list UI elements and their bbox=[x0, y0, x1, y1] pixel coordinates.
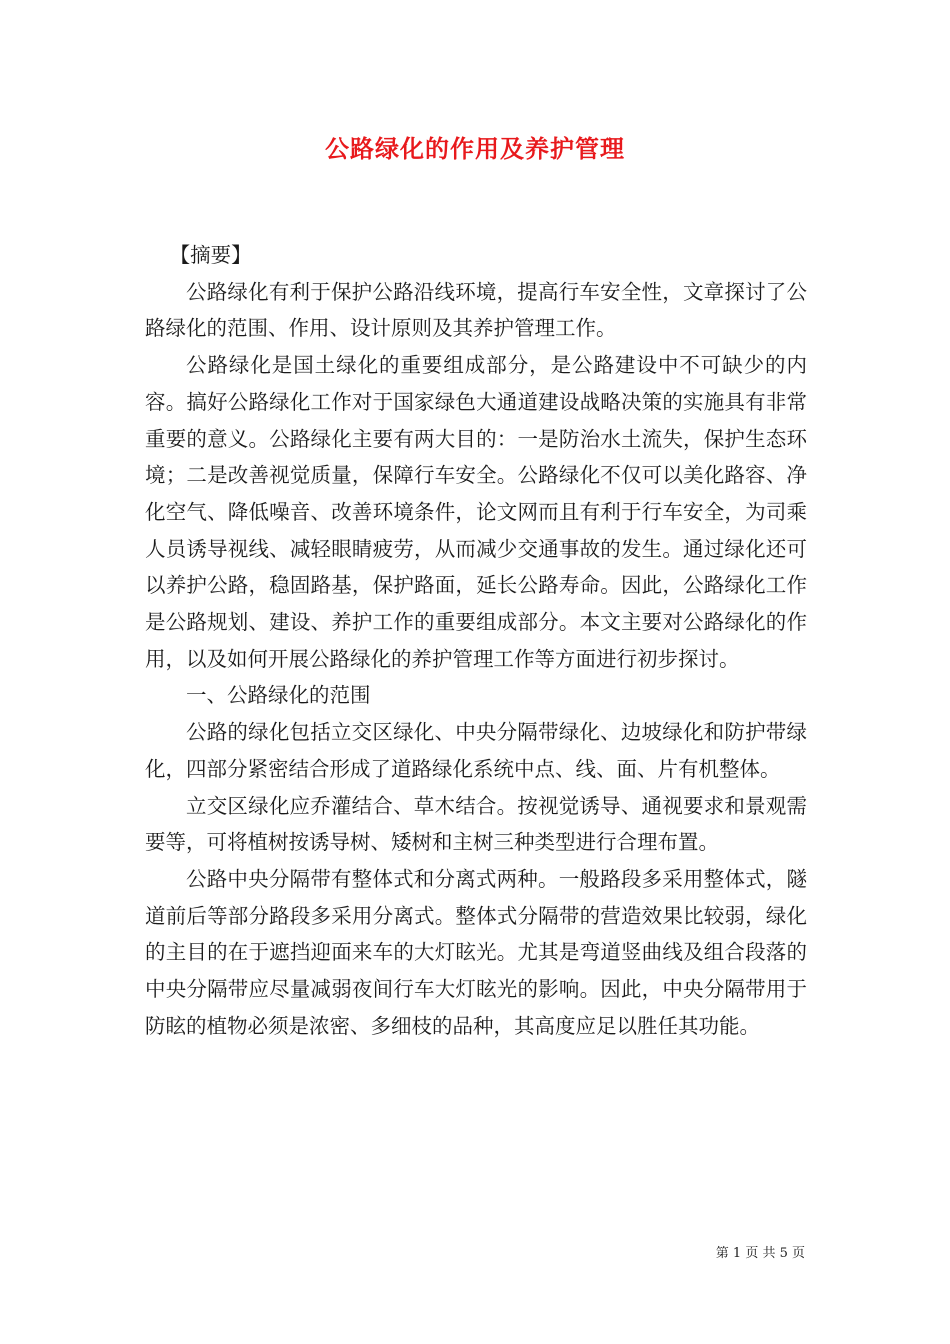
section-paragraph: 公路的绿化包括立交区绿化、中央分隔带绿化、边坡绿化和防护带绿化，四部分紧密结合形成了道路绿化系统中点、线、面、片有机整体。 bbox=[145, 720, 807, 781]
section-heading: 一、公路绿化的范围 bbox=[186, 683, 371, 708]
section-paragraph: 公路中央分隔带有整体式和分离式两种。一般路段多采用整体式，隧道前后等部分路段多采用分离式。整体式分隔带的营造效果比较弱，绿化的主目的在于遮挡迎面来车的大灯眩光。尤其是弯道竖曲线及组合段落的中央分隔带应尽量减弱夜间行车大灯眩光的影响。因此，中央分隔带用于防眩的植物必须是浓密、多细枝的品种，其高度应足以胜任其功能。 bbox=[145, 866, 807, 1038]
document-title: 公路绿化的作用及养护管理 bbox=[325, 134, 625, 163]
abstract-label: 【摘要】 bbox=[169, 243, 252, 267]
document-body bbox=[145, 237, 807, 1044]
page-number-footer: 第 1 页 共 5 页 bbox=[715, 1246, 805, 1261]
section-paragraph: 立交区绿化应乔灌结合、草木结合。按视觉诱导、通视要求和景观需要等，可将植树按诱导树、矮树和主树三种类型进行合理布置。 bbox=[145, 793, 807, 855]
intro-paragraph: 公路绿化是国土绿化的重要组成部分，是公路建设中不可缺少的内容。搞好公路绿化工作对于国家绿色大通道建设战略决策的实施具有非常重要的意义。公路绿化主要有两大目的：一是防治水土流失，保护生态环境；二是改善视觉质量，保障行车安全。公路绿化不仅可以美化路容、净化空气、降低噪音、改善环境条件，论文网而且有利于行车安全，为司乘人员诱导视线、减轻眼睛疲劳，从而减少交通事故的发生。通过绿化还可以养护公路，稳固路基，保护路面，延长公路寿命。因此，公路绿化工作是公路规划、建设、养护工作的重要组成部分。本文主要对公路绿化的作用，以及如何开展公路绿化的养护管理工作等方面进行初步探讨。 bbox=[145, 353, 807, 671]
abstract-paragraph: 公路绿化有利于保护公路沿线环境，提高行车安全性，文章探讨了公路绿化的范围、作用、设计原则及其养护管理工作。 bbox=[145, 279, 807, 341]
